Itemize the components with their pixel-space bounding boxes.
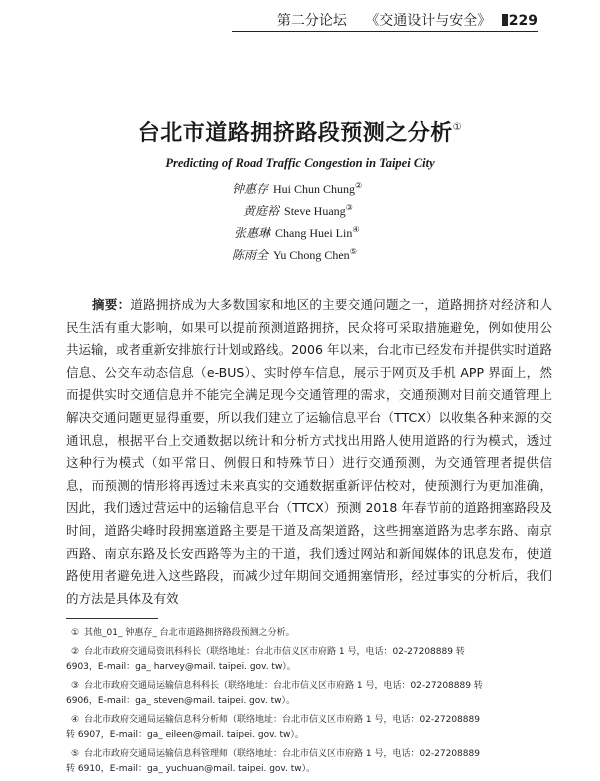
title-note-mark: ① bbox=[452, 122, 463, 133]
footnote-text: 台北市政府交通局运输信息科科长（联络地址：台北市信义区市府路 1 号，电话：02-27208889 转 bbox=[84, 681, 483, 691]
footnote-continuation: 6903，E-mail：ga_ harvey@mail. taipei. gov. tw）。 bbox=[66, 662, 296, 672]
author-line bbox=[0, 224, 600, 246]
abstract-label: 摘要： bbox=[92, 297, 131, 312]
footnote-number: ③ bbox=[70, 681, 80, 691]
paper-title-text: 台北市道路拥挤路段预测之分析 bbox=[137, 121, 453, 146]
author-name-cn: 黄庭裕 bbox=[243, 204, 280, 218]
footnotes bbox=[66, 626, 552, 781]
running-header-text bbox=[277, 10, 538, 30]
paper-subtitle-english: Predicting of Road Traffic Congestion in Taipei City bbox=[165, 156, 435, 170]
abstract bbox=[66, 294, 552, 610]
footnote-continuation: 转 6907，E-mail：ga_ eileen@mail. taipei. gov. tw）。 bbox=[66, 730, 304, 740]
footnote bbox=[66, 626, 552, 641]
author-line bbox=[0, 202, 600, 224]
abstract-text: 道路拥挤成为大多数国家和地区的主要交通问题之一，道路拥挤对经济和人民生活有重大影响，如果可以提前预测道路拥挤，民众将可采取措施避免，例如使用公共运输，或者重新安排旅行计划或路线。2006 年以来，台北市已经发布并提供实时道路信息、公交车动态信息（e-BUS）、实时停车信息，展示于网页及手机 APP 界面上，然而提供实时交通信息并不能完全满足现今交通管理的需求，交通预测对目前交通管理上解决交通问题更显得重要，所以我们建立了运输信息平台（TTCX）以收集各种来源的交通讯息，根据平台上交通数据以统计和分析方式找出用路人使用道路的行为模式，透过这种行为模式（如平常日、例假日和特殊节日）进行交通预测，为交通管理者提供信息，而预测的情形将再透过未来真实的交通数据重新评估校对，使预测行为更加准确，因此，我们透过营运中的运输信息平台（TTCX）预测 2018 年春节前的道路拥塞路段及时间，道路尖峰时段拥塞道路主要是干道及高架道路，这些拥塞道路为忠孝东路、南京西路、南京东路及长安西路等为主的干道，我们透过网站和新闻媒体的讯息发布，使道路使用者避免进入这些路段，而减少过年期间交通拥塞情形，经过事实的分析后，我们的方法是具体及有效 bbox=[66, 297, 552, 606]
footnote-number: ② bbox=[70, 647, 80, 657]
footnote-text: 台北市政府交通局运输信息科管理师（联络地址：台北市信义区市府路 1 号，电话：02-27208889 bbox=[84, 749, 480, 759]
author-mark: ④ bbox=[352, 225, 360, 234]
header-section: 第二分论坛 bbox=[276, 13, 347, 29]
footnote-continuation: 转 6910，E-mail：ga_ yuchuan@mail. taipei. gov. tw）。 bbox=[66, 764, 316, 774]
author-name-cn: 陈雨全 bbox=[232, 248, 269, 262]
author-name-cn: 张惠琳 bbox=[234, 226, 271, 240]
author-name-en: Chang Huei Lin bbox=[275, 226, 353, 240]
footnote-text: 其他_01_ 钟惠存_ 台北市道路拥挤路段预测之分析。 bbox=[84, 628, 295, 638]
page-number-value: 229 bbox=[508, 13, 538, 29]
author-name-en: Hui Chun Chung bbox=[273, 182, 356, 196]
page-mark-icon bbox=[502, 14, 508, 26]
footnote bbox=[66, 713, 552, 743]
page-number bbox=[502, 13, 538, 29]
footnote bbox=[66, 747, 552, 777]
footnote bbox=[66, 679, 552, 709]
author-name-en: Yu Chong Chen bbox=[273, 248, 350, 262]
author-line bbox=[0, 246, 600, 268]
running-header bbox=[0, 0, 600, 36]
footnote-text: 台北市政府交通局运输信息科分析师（联络地址：台北市信义区市府路 1 号，电话：02-27208889 bbox=[84, 715, 480, 725]
footnote bbox=[66, 645, 552, 675]
paper-title bbox=[0, 116, 600, 147]
author-mark: ② bbox=[355, 181, 363, 190]
footnote-rule bbox=[66, 618, 158, 619]
header-rule bbox=[232, 31, 538, 32]
footnote-number: ① bbox=[70, 628, 80, 638]
author-mark: ⑤ bbox=[349, 247, 357, 256]
footnote-continuation: 6906，E-mail：ga_ steven@mail. taipei. gov. tw）。 bbox=[66, 696, 296, 706]
author-name-en: Steve Huang bbox=[284, 204, 346, 218]
author-line bbox=[0, 180, 600, 202]
header-journal: 《交通设计与安全》 bbox=[365, 13, 492, 29]
abstract-paragraph bbox=[66, 294, 552, 610]
author-mark: ③ bbox=[345, 203, 353, 212]
footnote-text: 台北市政府交通局资讯科科长（联络地址：台北市信义区市府路 1 号，电话：02-27208889 转 bbox=[84, 647, 465, 657]
author-list bbox=[0, 180, 600, 268]
author-name-cn: 钟惠存 bbox=[232, 182, 269, 196]
footnote-number: ⑤ bbox=[70, 749, 80, 759]
footnote-number: ④ bbox=[70, 715, 80, 725]
